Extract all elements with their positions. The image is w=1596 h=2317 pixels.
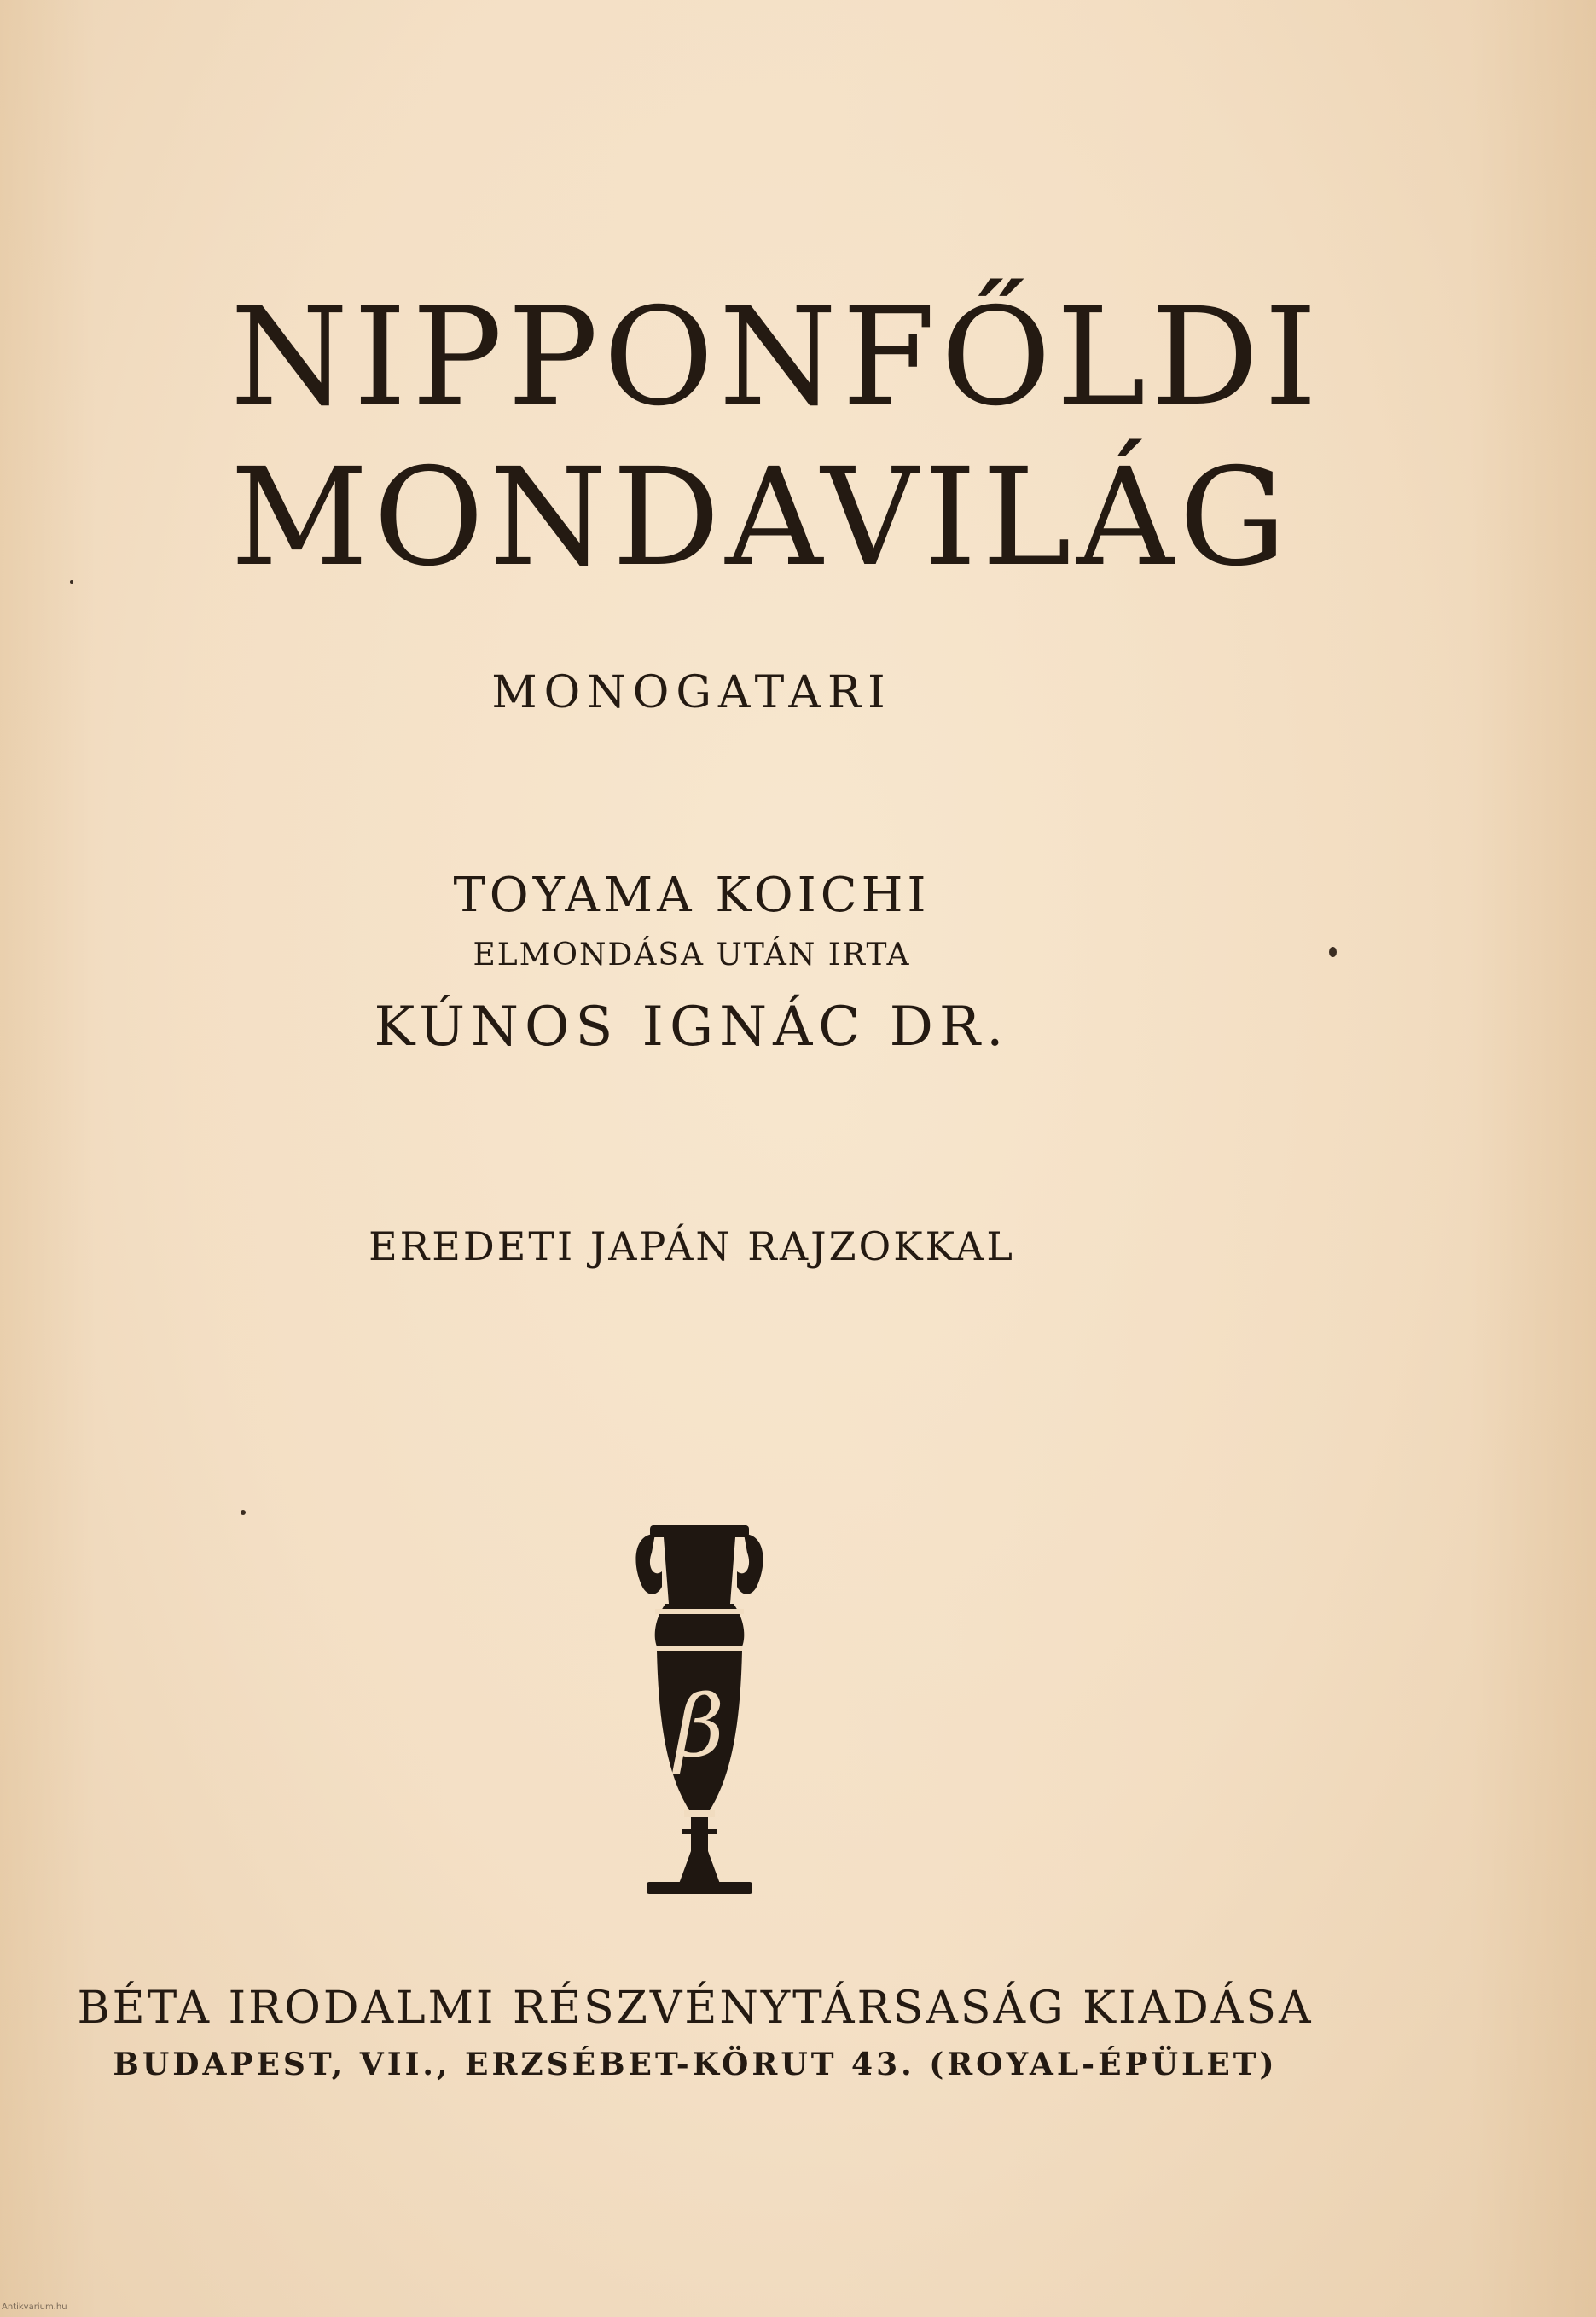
publisher-address: BUDAPEST, VII., ERZSÉBET-KÖRUT 43. (ROYAL-ÉPÜLET)	[113, 2047, 1278, 2082]
publisher: BÉTA IRODALMI RÉSZVÉNYTÁRSASÁG KIADÁSA	[77, 1983, 1314, 2034]
author-name: TOYAMA KOICHI	[453, 868, 931, 923]
title-line-2: MONDAVILÁG	[230, 439, 1292, 596]
paper-speck	[241, 1510, 246, 1515]
watermark: Antikvarium.hu	[2, 2302, 67, 2312]
byline: ELMONDÁSA UTÁN IRTA	[473, 938, 911, 973]
illustration-note: EREDETI JAPÁN RAJZOKKAL	[369, 1223, 1015, 1269]
vase-monogram: β	[675, 1676, 724, 1776]
title-line-1: NIPPONFŐLDI	[230, 279, 1323, 436]
vase-emblem-icon	[631, 1519, 768, 1904]
paper-speck	[1329, 947, 1337, 957]
editor-name: KÚNOS IGNÁC DR.	[374, 996, 1010, 1059]
paper-speck	[70, 580, 73, 584]
subtitle: MONOGATARI	[491, 667, 892, 718]
